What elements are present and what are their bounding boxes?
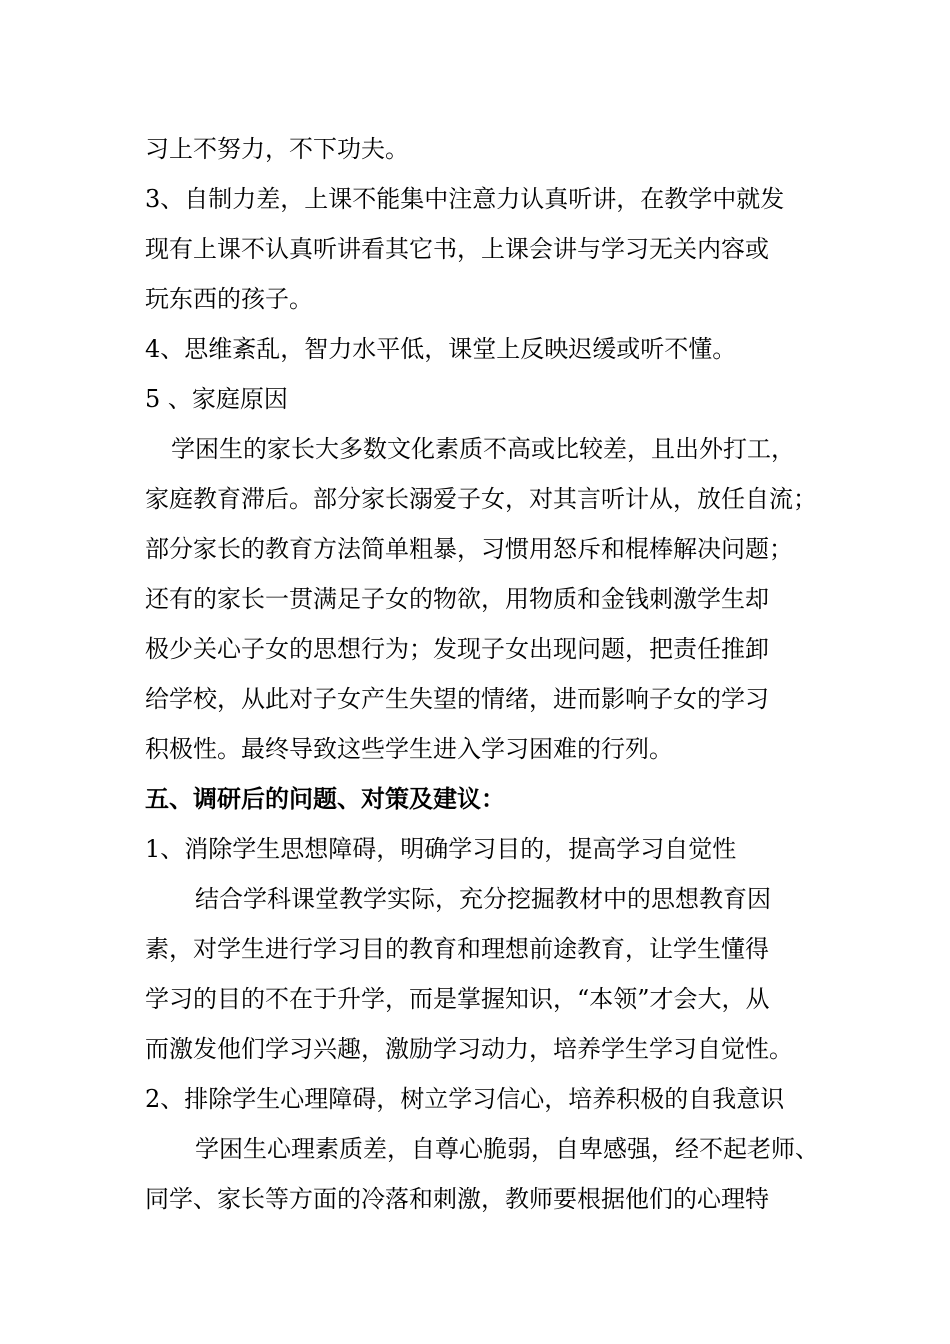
list-item-4: 4、思维紊乱，智力水平低，课堂上反映迟缓或听不懂。 — [145, 335, 737, 363]
text-line: 现有上课不认真听讲看其它书，上课会讲与学习无关内容或 — [145, 235, 769, 263]
list-item-5: 5 、家庭原因 — [145, 385, 288, 413]
paragraph-start: 学困生的家长大多数文化素质不高或比较差，且出外打工， — [171, 435, 795, 463]
text-line: 还有的家长一贯满足子女的物欲，用物质和金钱刺激学生却 — [145, 585, 769, 613]
text-line: 玩东西的孩子。 — [145, 285, 313, 313]
text-line: 部分家长的教育方法简单粗暴，习惯用怒斥和棍棒解决问题； — [145, 535, 793, 563]
list-item-3: 3、自制力差，上课不能集中注意力认真听讲，在教学中就发 — [145, 185, 785, 213]
text-line: 素，对学生进行学习目的教育和理想前途教育，让学生懂得 — [145, 935, 769, 963]
text-line: 极少关心子女的思想行为；发现子女出现问题，把责任推卸 — [145, 635, 769, 663]
list-item-2: 2、排除学生心理障碍，树立学习信心，培养积极的自我意识 — [145, 1085, 785, 1113]
text-line: 而激发他们学习兴趣，激励学习动力，培养学生学习自觉性。 — [145, 1035, 793, 1063]
text-line: 习上不努力，不下功夫。 — [145, 135, 409, 163]
text-line: 同学、家长等方面的冷落和刺激，教师要根据他们的心理特 — [145, 1185, 769, 1213]
text-line: 积极性。最终导致这些学生进入学习困难的行列。 — [145, 735, 673, 763]
text-line: 学习的目的不在于升学，而是掌握知识，“本领”才会大，从 — [145, 985, 770, 1013]
paragraph-start: 学困生心理素质差，自尊心脆弱，自卑感强，经不起老师、 — [195, 1135, 819, 1163]
section-heading: 五、调研后的问题、对策及建议： — [145, 784, 505, 813]
paragraph-start: 结合学科课堂教学实际，充分挖掘教材中的思想教育因 — [195, 885, 771, 913]
text-line: 给学校，从此对子女产生失望的情绪，进而影响子女的学习 — [145, 685, 769, 713]
list-item-1: 1、消除学生思想障碍，明确学习目的，提高学习自觉性 — [145, 835, 737, 863]
text-line: 家庭教育滞后。部分家长溺爱子女，对其言听计从，放任自流； — [145, 485, 817, 513]
